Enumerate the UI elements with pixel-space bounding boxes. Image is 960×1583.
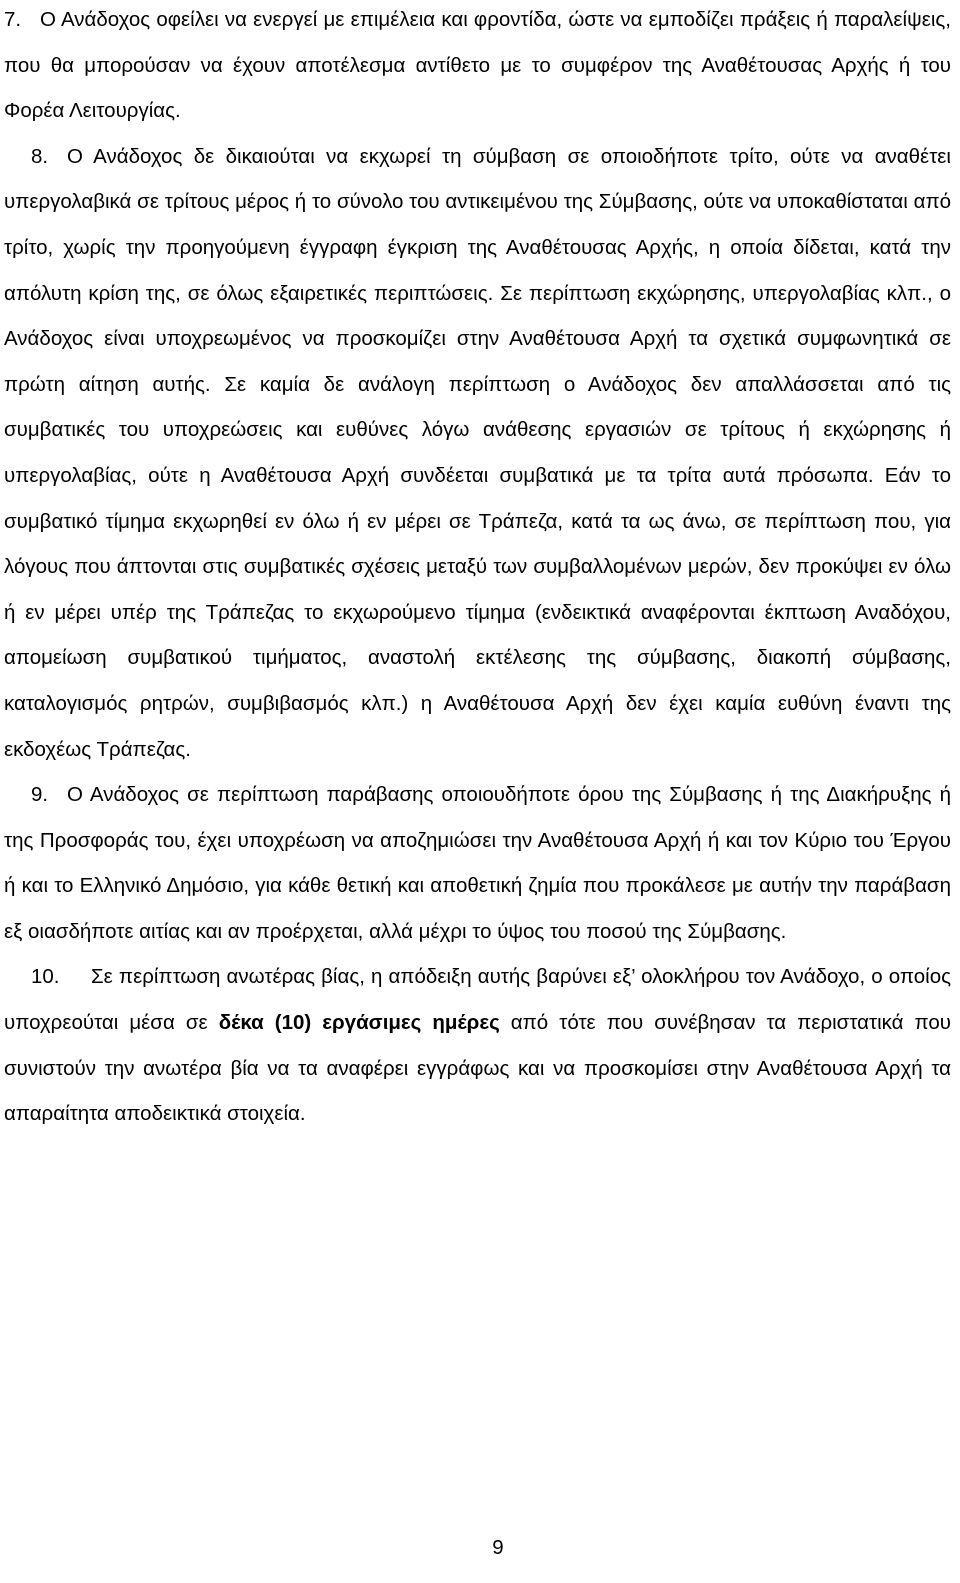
list-item	[4, 772, 951, 954]
item-number: 7.	[4, 8, 22, 31]
item-number: 9.	[31, 783, 49, 807]
item-number: 10.	[31, 965, 60, 989]
item-number: 8.	[31, 144, 49, 168]
page-number: 9	[492, 1536, 504, 1559]
list-item	[4, 134, 951, 772]
item-text: Σε περίπτωση ανωτέρας βίας, η απόδειξη αυτής βαρύνει εξ’ ολοκλήρου τον Ανάδοχο, ο οποίος υποχρεούται μέσα σε	[4, 965, 951, 1035]
document-page	[4, 0, 951, 1137]
list-item	[4, 954, 951, 1136]
item-text: από τότε που συνέβησαν τα περιστατικά που συνιστούν την ανωτέρα βία να τα αναφέρει εγγράφως και να προσκομίσει στην Αναθέτουσα Αρχή τα απαραίτητα αποδεικτικά στοιχεία.	[4, 1011, 952, 1126]
item-text-bold: δέκα (10) εργάσιμες ημέρες	[218, 1011, 500, 1035]
list-item	[4, 0, 951, 134]
item-text: Ο Ανάδοχος σε περίπτωση παράβασης οποιουδήποτε όρου της Σύμβασης ή της Διακήρυξης ή της Προσφοράς του, έχει υποχρέωση να αποζημιώσει την Αναθέτουσα Αρχή ή και τον Κύριο του Έργου ή και το Ελληνικό Δημόσιο, για κάθε θετική και αποθετική ζημία που προκάλεσε με αυτήν την παράβαση εξ οιασδήποτε αιτίας και αν προέρχεται, αλλά μέχρι το ύψος του ποσού της Σύμβασης.	[4, 783, 951, 943]
item-text: Ο Ανάδοχος δε δικαιούται να εκχωρεί τη σύμβαση σε οποιοδήποτε τρίτο, ούτε να αναθέτει υπεργολαβικά σε τρίτους μέρος ή το σύνολο του αντικειμένου της Σύμβασης, ούτε να υποκαθίσταται από τρίτο, χωρίς την προηγούμενη έγγραφη έγκριση της Αναθέτουσας Αρχής, η οποία δίδεται, κατά την απόλυτη κρίση της, σε όλως εξαιρετικές περιπτώσεις. Σε περίπτωση εκχώρησης, υπεργολαβίας κλπ., ο Ανάδοχος είναι υποχρεωμένος να προσκομίζει στην Αναθέτουσα Αρχή τα σχετικά συμφωνητικά σε πρώτη αίτηση αυτής. Σε καμία δε ανάλογη περίπτωση ο Ανάδοχος δεν απαλλάσσεται από τις συμβατικές του υποχρεώσεις και ευθύνες λόγω ανάθεσης εργασιών σε τρίτους ή εκχώρησης ή υπεργολαβίας, ούτε η Αναθέτουσα Αρχή συνδέεται συμβατικά με τα τρίτα αυτά πρόσωπα. Εάν το συμβατικό τίμημα εκχωρηθεί εν όλω ή εν μέρει σε Τράπεζα, κατά τα ως άνω, σε περίπτωση που, για λόγους που άπτονται στις συμβατικές σχέσεις μεταξύ των συμβαλλομένων μερών, δεν προκύψει εν όλω ή εν μέρει υπέρ της Τράπεζας το εκχωρούμενο τίμημα (ενδεικτικά αναφέρονται έκπτωση Αναδόχου, απομείωση συμβατικού τιμήματος, αναστολή εκτέλεσης της σύμβασης, διακοπή σύμβασης, καταλογισμός ρητρών, συμβιβασμός κλπ.) η Αναθέτουσα Αρχή δεν έχει καμία ευθύνη έναντι της εκδοχέως Τράπεζας.	[4, 144, 951, 761]
item-text: Ο Ανάδοχος οφείλει να ενεργεί με επιμέλεια και φροντίδα, ώστε να εμποδίζει πράξεις ή παραλείψεις, που θα μπορούσαν να έχουν αποτέλεσμα αντίθετο με το συμφέρον της Αναθέτουσας Αρχής ή του Φορέα Λειτουργίας.	[4, 8, 951, 123]
